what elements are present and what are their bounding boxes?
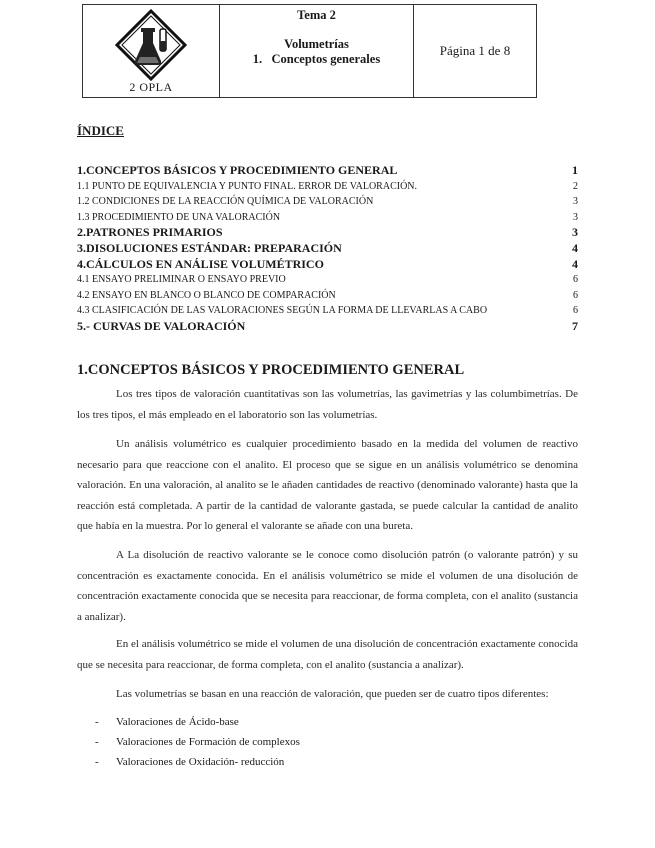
toc-entry-label: 4.2 ENSAYO EN BLANCO O BLANCO DE COMPARACIÓN	[77, 289, 336, 301]
list-item-text: Valoraciones de Formación de complexos	[116, 736, 300, 748]
list-marker: -	[95, 756, 99, 768]
list-item	[95, 752, 300, 772]
document-subtitle: 1. Conceptos generales	[252, 52, 381, 66]
header-table	[82, 4, 537, 98]
reaction-types-list	[95, 712, 300, 772]
logo-cell	[83, 5, 220, 97]
paragraph-3: A La disolución de reactivo valorante se le conoce como disolución patrón (o valorante patrón) y su concentración es exactamente conocida. En el análisis volumétrico se mide el volumen de una disolución de concentración exactamente conocida que se necesita para reaccionar, de forma completa, con el analito (sustancia a analizar).	[77, 549, 578, 623]
paragraph-4: En el análisis volumétrico se mide el volumen de una disolución de concentración exactamente conocida que se necesita para reaccionar, de forma completa, con el analito (sustancia a analizar).	[77, 638, 578, 671]
index-title: ÍNDICE	[77, 123, 124, 138]
toc-entry-page: 1	[572, 163, 578, 177]
list-item-text: Valoraciones de Ácido-base	[116, 716, 239, 728]
toc-entry-page: 2	[573, 180, 578, 192]
toc-entry[interactable]	[77, 163, 578, 179]
toc-entry-label: 1.CONCEPTOS BÁSICOS Y PROCEDIMIENTO GENERAL	[77, 163, 398, 177]
toc-entry-page: 3	[573, 211, 578, 223]
toc-entry[interactable]	[77, 288, 578, 304]
toc-entry[interactable]	[77, 225, 578, 241]
toc-entry[interactable]	[77, 179, 578, 195]
toc-entry-label: 3.DISOLUCIONES ESTÁNDAR: PREPARACIÓN	[77, 240, 342, 255]
toc-entry[interactable]	[77, 210, 578, 226]
list-marker: -	[95, 736, 99, 748]
toc-entry-label: 4.3 CLASIFICACIÓN DE LAS VALORACIONES SEGÚN LA FORMA DE LLEVARLAS A CABO	[77, 305, 488, 317]
section-heading: 1.CONCEPTOS BÁSICOS Y PROCEDIMIENTO GENERAL	[77, 362, 465, 378]
table-of-contents	[77, 163, 578, 335]
toc-entry-label: 1.2 CONDICIONES DE LA REACCIÓN QUÍMICA DE VALORACIÓN	[77, 196, 374, 208]
list-marker: -	[95, 716, 99, 728]
toc-entry-page: 7	[572, 318, 578, 333]
toc-entry-page: 6	[573, 274, 578, 286]
logo-text: 2 OPLA	[129, 80, 173, 94]
toc-entry-label: 4.1 ENSAYO PRELIMINAR O ENSAYO PREVIO	[77, 274, 286, 286]
toc-entry[interactable]	[77, 194, 578, 210]
toc-entry-label: 1.1 PUNTO DE EQUIVALENCIA Y PUNTO FINAL. ERROR DE VALORACIÓN.	[77, 180, 418, 192]
paragraph-1: Los tres tipos de valoración cuantitativas son las volumetrías, las gavimetrías y las columbimetrías. De los tres tipos, el más empleado en el laboratorio son las volumetrías.	[77, 388, 578, 421]
toc-entry-page: 4	[572, 256, 578, 271]
toc-entry-page: 6	[573, 289, 578, 301]
list-item	[95, 712, 300, 732]
toc-entry-page: 3	[572, 225, 578, 240]
toc-entry-label: 2.PATRONES PRIMARIOS	[77, 225, 223, 240]
document-title: Volumetrías	[284, 37, 349, 51]
page-number: Página 1 de 8	[439, 43, 511, 58]
hazard-flask-icon	[113, 9, 189, 81]
header-title-cell	[220, 5, 414, 97]
list-item-text: Valoraciones de Oxidación- reducción	[116, 756, 285, 768]
toc-entry[interactable]	[77, 272, 578, 288]
toc-entry[interactable]	[77, 241, 578, 257]
list-item	[95, 732, 300, 752]
toc-entry[interactable]	[77, 319, 578, 335]
toc-entry[interactable]	[77, 257, 578, 273]
paragraph-2: Un análisis volumétrico es cualquier procedimiento basado en la medida del volumen de reactivo necesario para que reaccione con el analito. El proceso que se sigue en un análisis volumétrico se denomina valoración. En una valoración, al analito se le añaden cantidades de reactivo (denominado valorante) hasta que la reacción está completada. A partir de la cantidad de valorante gastada, se puede calcular la cantidad de analito que había en la muestra. Por lo general el valorante se añade con una bureta.	[77, 438, 578, 532]
page-number-cell	[414, 5, 536, 97]
toc-entry-label: 5.- CURVAS DE VALORACIÓN	[77, 318, 246, 333]
toc-entry-page: 3	[573, 196, 578, 208]
toc-entry-page: 4	[572, 240, 578, 255]
toc-entry-label: 4.CÁLCULOS EN ANÁLISE VOLUMÉTRICO	[77, 256, 324, 271]
paragraph-5: Las volumetrías se basan en una reacción de valoración, que pueden ser de cuatro tipos diferentes:	[116, 688, 549, 700]
tema-label: Tema 2	[297, 8, 336, 22]
toc-entry-page: 6	[573, 305, 578, 317]
toc-entry-label: 1.3 PROCEDIMIENTO DE UNA VALORACIÓN	[77, 211, 281, 223]
toc-entry[interactable]	[77, 303, 578, 319]
